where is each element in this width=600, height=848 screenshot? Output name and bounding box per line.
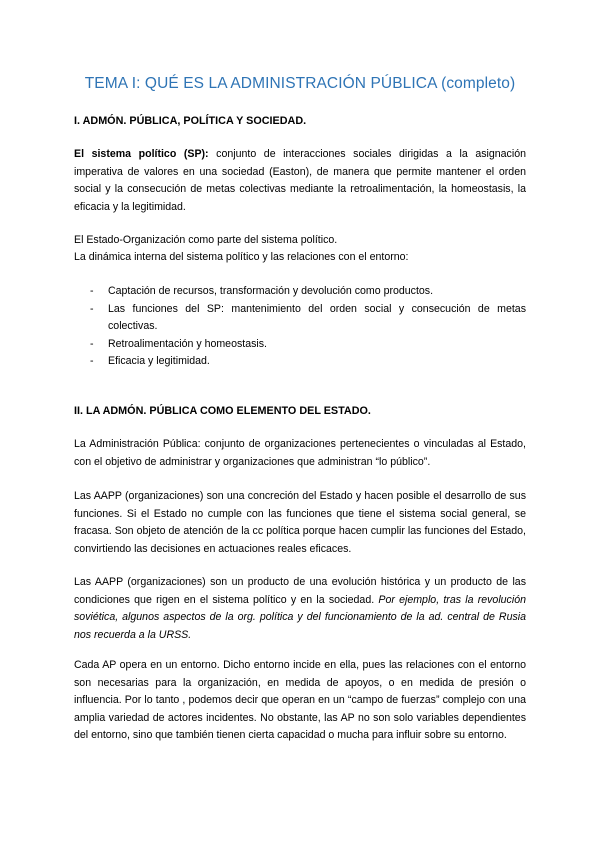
list-item: - Retroalimentación y homeostasis. [74,336,526,354]
example-italic: Por ejemplo, tras la revolución soviética, algunos aspectos de la org. política y del funcionamiento de la ad. central de Rusia nos recuerda a la URSS. [74,593,526,641]
definition-term: El sistema político (SP): [74,148,209,160]
definition-text: conjunto de interacciones sociales dirigidas a la asignación imperativa de valores en una sociedad (Easton), de manera que permite mantener el orden social y la consecución de metas colectivas mediante la retroalimentación, la homeostasis, la eficacia y la legitimidad. [74,148,526,213]
list-item: - Las funciones del SP: mantenimiento del orden social y consecución de metas colectivas. [90,302,526,332]
bullet-dash: - [90,302,94,315]
paragraph-ap-definition: La Administración Pública: conjunto de organizaciones pertenecientes o vinculadas al Estado, con el objetivo de administrar y organizaciones que administran “lo público”. [74,438,526,468]
definition-paragraph [74,146,526,216]
bullet-list [74,283,526,371]
bullet-dash: - [90,285,94,297]
dinamica-line: La dinámica interna del sistema político y las relaciones con el entorno: [74,251,409,263]
paragraph-aapp-concrecion: Las AAPP (organizaciones) son una concreción del Estado y hacen posible el desarrollo de sus funciones. Si el Estado no cumple con las funciones que tiene el sistema social general, se fracasa. Son objeto de atención de la cc política porque hacen cumplir las funciones del Estado, convirtiendo las decisiones en actuaciones reales eficaces. [74,490,526,555]
section-heading-1: I. ADMÓN. PÚBLICA, POLÍTICA Y SOCIEDAD. [74,115,307,127]
paragraph-aapp-evolucion: Las AAPP (organizaciones) son un producto de una evolución histórica y un producto de las condiciones que rigen en el sistema político y en la sociedad. Por ejemplo, tras la revolución soviética, algunos aspectos de la org. política y del funcionamiento de la ad. central de Rusia nos recuerda a la URSS. [74,576,526,641]
list-item: - Eficacia y legitimidad. [74,353,526,371]
paragraph-entorno: Cada AP opera en un entorno. Dicho entorno incide en ella, pues las relaciones con el entorno son necesarias para la organización, en medida de apoyos, o en medida de presión o influencia. Por lo tanto , podemos decir que operan en un “campo de fuerzas” complejo con una amplia variedad de actores incidentes. No obstante, las AP no son solo variables dependientes del entorno, sino que también tienen cierta capacidad o mucha para influir sobre su entorno. [74,659,526,741]
bullet-dash: - [90,355,94,367]
document-title: TEMA I: QUÉ ES LA ADMINISTRACIÓN PÚBLICA (completo) [84,75,516,92]
bullet-dash: - [90,337,94,350]
list-item: - Captación de recursos, transformación y devolución como productos. [74,283,526,301]
estado-line: El Estado-Organización como parte del sistema político. [74,234,338,246]
section-heading-2: II. LA ADMÓN. PÚBLICA COMO ELEMENTO DEL ESTADO. [74,405,371,417]
